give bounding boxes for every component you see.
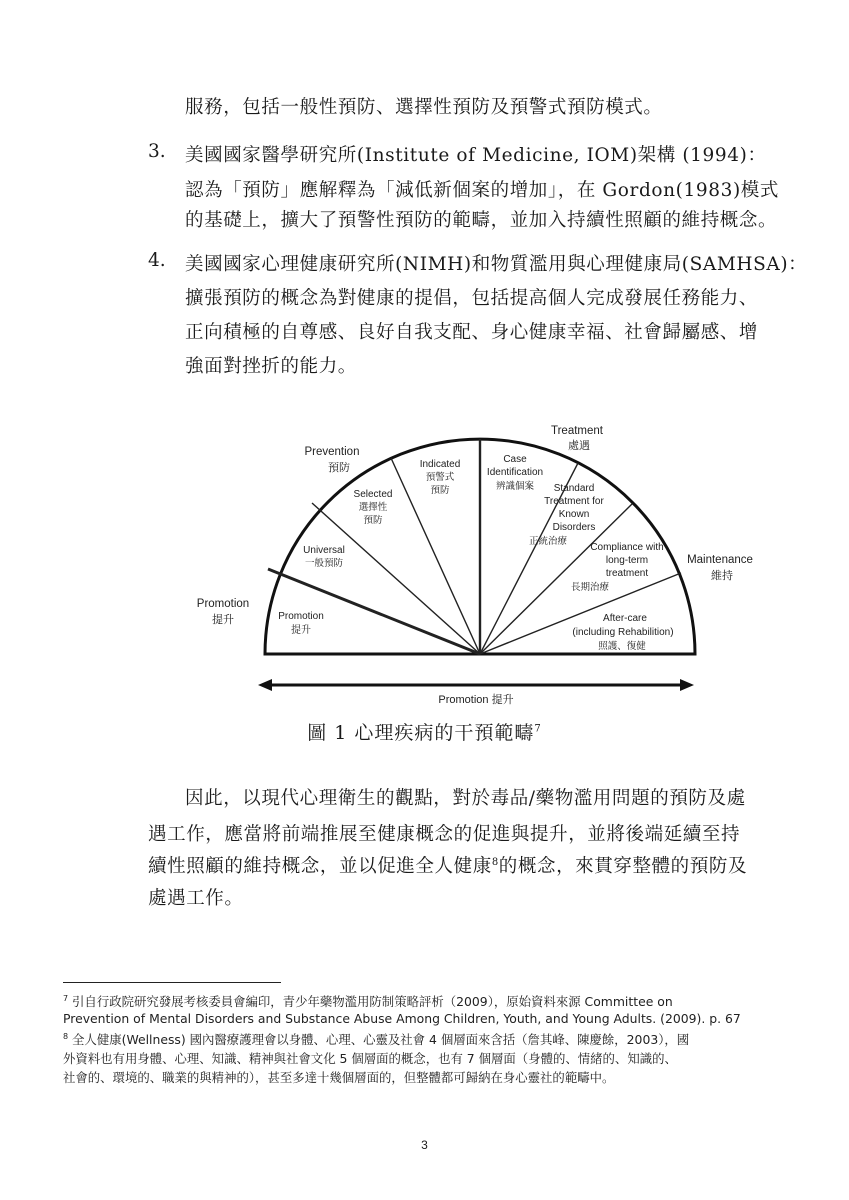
label-treatment-zh: 處遇 [568,440,590,452]
label-prevention-en: Prevention [304,446,360,458]
footnote-text: 全人健康(Wellness) 國內醫療護理會以身體、心理、心靈及社會 4 個層面來含括（詹其峰、陳慶餘，2003），國 [72,1032,690,1047]
seg-standard-zh: 正統治療 [528,536,568,547]
seg-standard-en3: Known [558,509,590,520]
body-line: 美國國家醫學研究所(Institute of Medicine, IOM)架構 (1994)： [185,145,767,166]
label-promotion-zh: 提升 [212,614,234,626]
seg-indicated-zh1: 預警式 [425,472,455,483]
label-prevention-zh: 預防 [328,462,350,474]
figure-caption-text: 圖 1 心理疾病的干預範疇 [307,722,535,744]
seg-compliance-en3: treatment [605,568,649,579]
label-maintenance-en: Maintenance [687,554,753,566]
body-line: 的基礎上，擴大了預警性預防的範疇，並加入持續性照顧的維持概念。 [185,210,778,231]
footnote-7 [63,992,673,1010]
label-maintenance-zh: 維持 [711,570,733,582]
footnote-8 [63,1030,689,1048]
body-line: 美國國家心理健康研究所(NIMH)和物質濫用與心理健康局(SAMHSA)： [185,254,808,275]
body-line [148,852,747,878]
seg-standard-en4: Disorders [552,522,596,533]
body-line: 擴張預防的概念為對健康的提倡，包括提高個人完成發展任務能力、 [185,288,759,309]
seg-promotion-en: Promotion [278,611,324,622]
seg-compliance-en1: Compliance with [590,542,664,553]
seg-selected-en: Selected [353,489,393,500]
seg-selected-zh1: 選擇性 [358,502,388,513]
promotion-arrow [258,679,694,691]
footnote-text: 外資料也有用身體、心理、知識、精神與社會文化 5 個層面的概念，也有 7 個層面（身體的、情緒的、知識的、 [63,1051,677,1066]
seg-universal-en: Universal [303,545,345,556]
body-line: 服務，包括一般性預防、選擇性預防及預警式預防模式。 [185,97,663,118]
figure-caption [0,718,849,745]
seg-promotion-zh: 提升 [291,625,311,636]
page-number: 3 [421,1138,428,1152]
seg-standard-en2: Treatment for [544,496,604,507]
list-number: 4. [148,250,166,271]
footnote-number: 8 [63,1031,69,1041]
seg-case-en2: Identification [486,467,544,478]
seg-indicated-zh2: 預防 [430,485,450,496]
footnote-text: Prevention of Mental Disorders and Substance Abuse Among Children, Youth, and Young Adults. (2009). p. 67 [63,1011,741,1026]
seg-aftercare-zh: 照護、復健 [598,641,646,652]
label-treatment-en: Treatment [551,425,603,437]
seg-aftercare-en1: After-care [603,613,647,624]
label-promotion-en: Promotion [196,598,250,610]
seg-case-zh: 辨識個案 [495,481,535,492]
seg-compliance-en2: long-term [605,555,649,566]
body-text: 的概念，來貫穿整體的預防及 [498,856,748,877]
footnote-number: 7 [63,993,69,1003]
body-line: 認為「預防」應解釋為「減低新個案的增加」，在 Gordon(1983)模式 [185,180,780,201]
footnote-separator [63,982,281,983]
arrow-label: Promotion 提升 [438,694,514,706]
footnote-text: 社會的、環境的、職業的與精神的），甚至多達十幾個層面的，但整體都可歸納在身心靈社的範疇中。 [63,1070,615,1085]
seg-indicated-en: Indicated [419,459,461,470]
body-line: 處遇工作。 [148,888,244,909]
seg-case-en1: Case [503,454,527,465]
seg-standard-en1: Standard [553,483,595,494]
footnote-text: 引自行政院研究發展考核委員會編印，青少年藥物濫用防制策略評析（2009），原始資料來源 Committee on [72,994,673,1009]
body-line: 正向積極的自尊感、良好自我支配、身心健康幸福、社會歸屬感、增 [185,322,759,343]
seg-universal-zh: 一般預防 [304,558,344,569]
seg-aftercare-en2: (including Rehabilition) [572,627,674,638]
seg-selected-zh2: 預防 [363,515,383,526]
body-line: 強面對挫折的能力。 [185,356,357,377]
seg-compliance-zh: 長期治療 [570,582,610,593]
body-line: 因此，以現代心理衛生的觀點，對於毒品/藥物濫用問題的預防及處 [185,788,746,809]
footnote-ref-7: 7 [534,723,542,735]
footnote-ref-8: 8 [491,856,499,868]
list-number: 3. [148,141,166,162]
body-text: 續性照顧的維持概念，並以促進全人健康 [148,856,492,877]
body-line: 遇工作，應當將前端推展至健康概念的促進與提升，並將後端延續至持 [148,824,741,845]
